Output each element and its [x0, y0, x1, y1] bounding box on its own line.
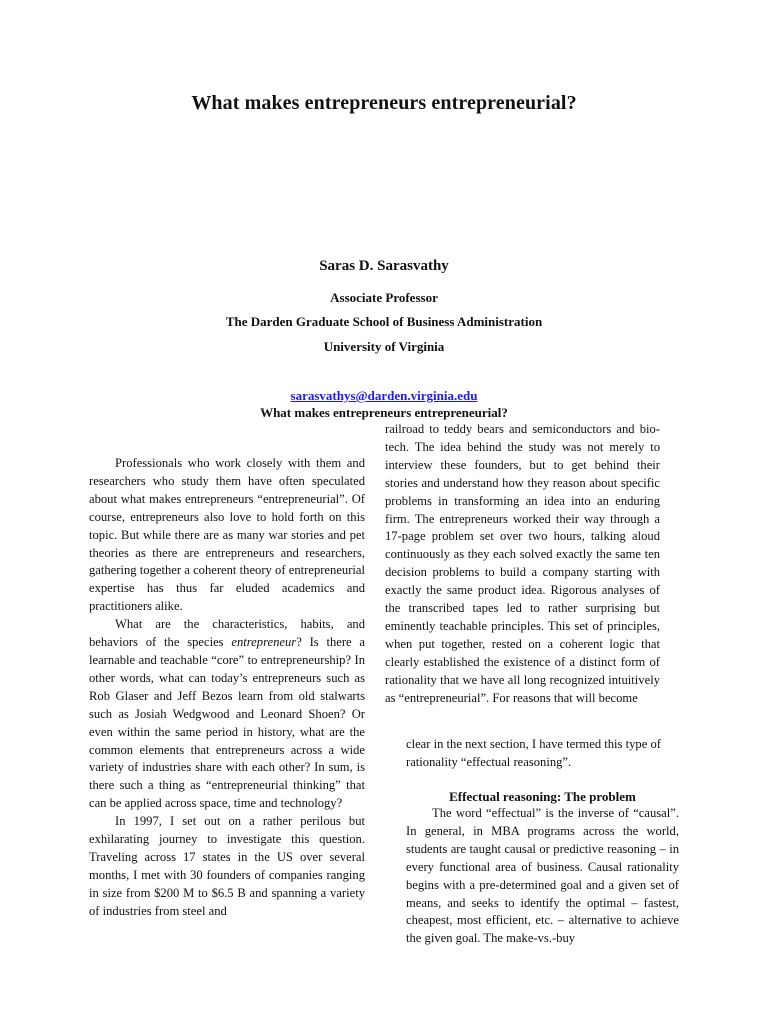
- author-email-link[interactable]: sarasvathys@darden.virginia.edu: [290, 388, 478, 403]
- paragraph: Professionals who work closely with them and researchers who study them have often speculated about what makes entrepreneurs “entrepreneurial”. Of course, entrepreneurs also love to hold forth on this topic. But while there are as many war stories and pet theories as there are entrepreneurs and researchers, gathering together a coherent theory of entrepreneurial expertise has thus far eluded academics and practitioners alike.: [89, 456, 365, 614]
- paragraph: [89, 616, 365, 813]
- section-subtitle: What makes entrepreneurs entrepreneurial?: [260, 405, 508, 420]
- right-column-bottom: [406, 805, 679, 948]
- paragraph-text: ? Is there a learnable and teachable “core” to entrepreneurship? In other words, what can today’s entrepreneurs such as Rob Glaser and Jeff Bezos learn from old stalwarts such as Josiah Wedgwood and Leonard Shoen? Or even within the same period in history, what are the common elements that entrepreneurs across a wide variety of industries share with each other? In sum, is there such a thing as “entrepreneurial thinking” that can be applied across space, time and technology?: [89, 635, 365, 811]
- paragraph: clear in the next section, I have termed this type of rationality “effectual reasoning”.: [406, 737, 661, 769]
- school-name: The Darden Graduate School of Business Administration: [225, 314, 543, 329]
- author-position: Associate Professor: [330, 290, 438, 305]
- section-heading: Effectual reasoning: The problem: [449, 789, 636, 804]
- paper-title: What makes entrepreneurs entrepreneurial?: [191, 92, 577, 114]
- paragraph: The word “effectual” is the inverse of “causal”. In general, in MBA programs across the world, students are taught causal or predictive reasoning – in every functional area of business. Causal rationality begins with a pre-determined goal and a given set of means, and seeks to identify the optimal – fastest, cheapest, most efficient, etc. – alternative to achieve the given goal. The make-vs.-buy: [406, 806, 679, 946]
- university-name: University of Virginia: [323, 339, 445, 354]
- left-column: [89, 455, 365, 921]
- emphasis-text: entrepreneur: [231, 635, 297, 650]
- paragraph-text: What are the characteristics, habits, and behaviors of the species: [89, 617, 365, 650]
- right-column-top: [385, 421, 660, 708]
- right-column-continuation: [406, 736, 671, 772]
- paragraph: railroad to teddy bears and semiconductors and bio-tech. The idea behind the study was not merely to interview these founders, but to get behind their stories and understand how they reason about specific problems in transforming an idea into an enduring firm. The entrepreneurs worked their way through a 17-page problem set over two hours, talking aloud continuously as they each solved exactly the same ten decision problems to build a company starting with exactly the same product idea. Rigorous analyses of the transcribed tapes led to rather surprising but eminently teachable principles. This set of principles, when put together, rested on a coherent logic that clearly established the existence of a distinct form of rationality that we have all long recognized intuitively as “entrepreneurial”. For reasons that will become: [385, 422, 660, 705]
- author-name: Saras D. Sarasvathy: [319, 258, 449, 274]
- paragraph: In 1997, I set out on a rather perilous but exhilarating journey to investigate this question. Traveling across 17 states in the US over several months, I met with 30 founders of companies ranging in size from $200 M to $6.5 B and spanning a variety of industries from steel and: [89, 814, 365, 918]
